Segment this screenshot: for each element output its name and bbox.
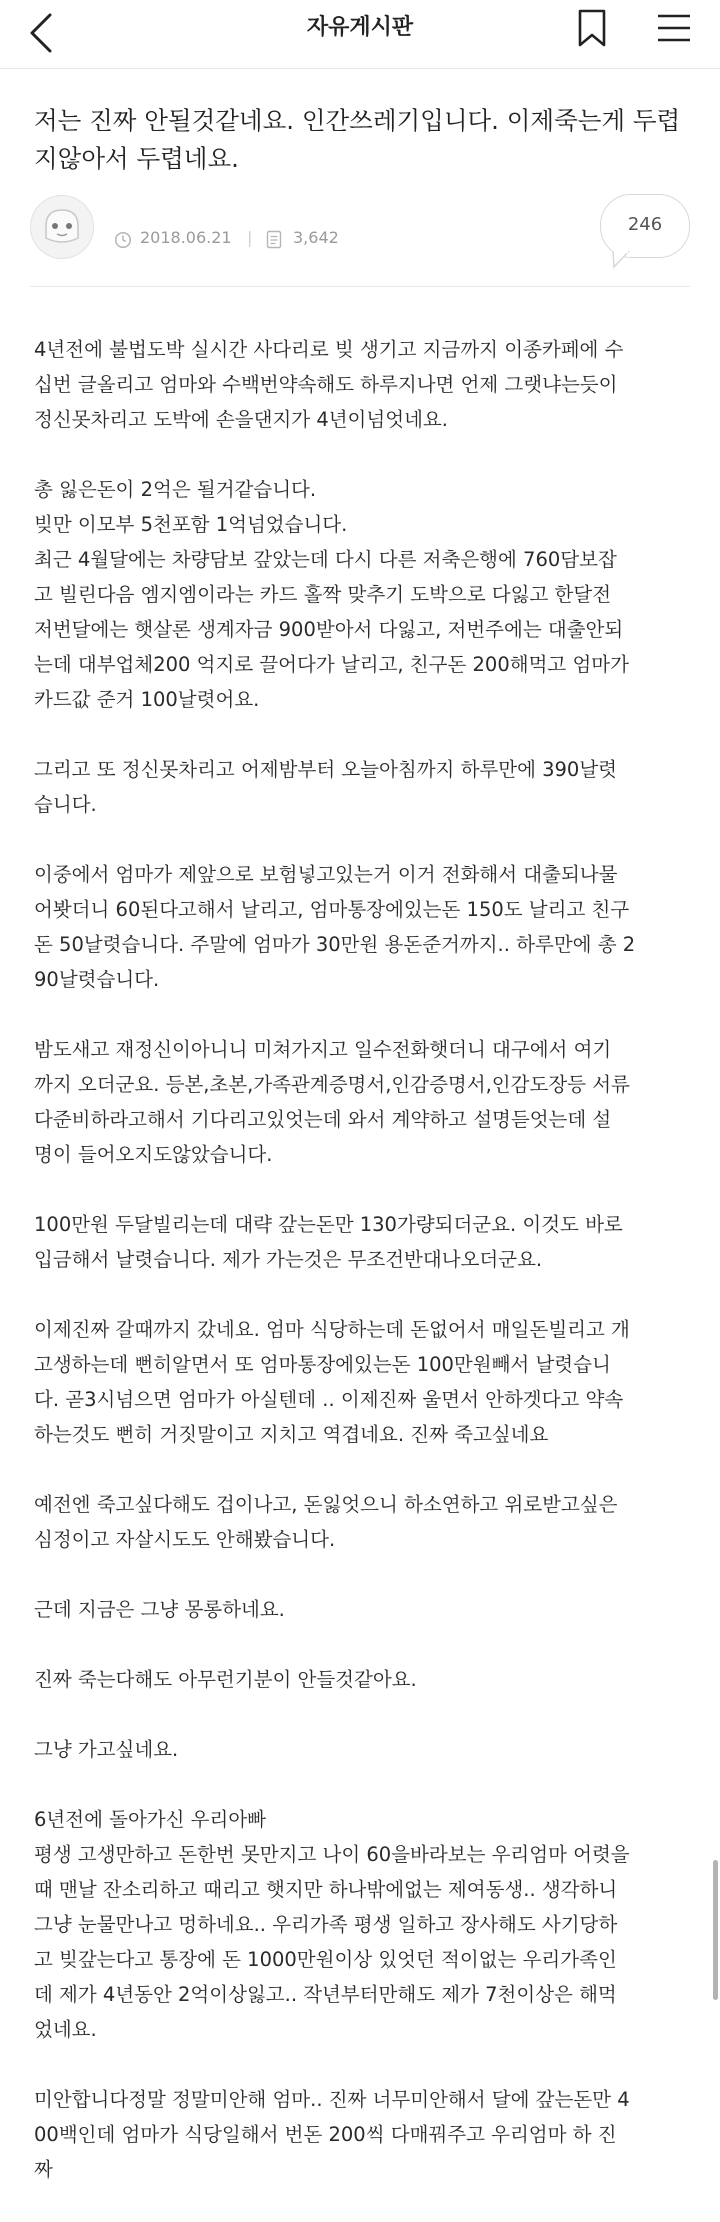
top-navigation-bar <box>0 0 720 69</box>
meta-separator: | <box>247 228 253 247</box>
comment-count: 246 <box>627 214 663 235</box>
view-count: 3,642 <box>293 228 339 247</box>
body-paragraph: 그리고 또 정신못차리고 어제밤부터 오늘아침까지 하루만에 390날렷 습니다. <box>34 758 618 816</box>
author-avatar[interactable] <box>30 195 94 259</box>
body-paragraph: 이제진짜 갈때까지 갔네요. 엄마 식당하는데 돈없어서 매일돈빌리고 개 고생하는데 뻔히알면서 또 엄마통장에있는돈 100만원빼서 날렷습니 다. 곧3시넘으면 엄마가 아실텐데 .. 이제진짜 울면서 안하겟다고 약속 하는것도 뻔히 거짓말이고 지치고 역겹네요. 진짜 죽고싶네요 <box>34 1318 630 1446</box>
body-paragraph: 그냥 가고싶네요. <box>34 1738 179 1761</box>
post-body <box>34 332 694 2222</box>
body-paragraph: 총 잃은돈이 2억은 될거같습니다. 빚만 이모부 5천포함 1억넘었습니다. 최근 4월달에는 차량담보 갚았는데 다시 다른 저축은행에 760담보잡 고 빌린다음 엠지엠이라는 카드 홀짝 맞추기 도박으로 다잃고 한달전 저번달에는 햇살론 생계자금 900받아서 다잃고, 저번주에는 대출안되 는데 대부업체200 억지로 끌어다가 날리고, 친구돈 200해먹고 엄마가 카드값 준거 100날렷어요. <box>34 478 629 711</box>
comment-count-button[interactable] <box>600 194 690 258</box>
body-paragraph: 예전엔 죽고싶다해도 겁이나고, 돈잃엇으니 하소연하고 위로받고싶은 심정이고 자살시도도 안해봤습니다. <box>34 1493 618 1551</box>
header-divider <box>30 286 690 287</box>
document-icon <box>266 230 282 249</box>
board-title: 자유게시판 <box>306 15 414 40</box>
body-paragraph: 4년전에 불법도박 실시간 사다리로 빚 생기고 지금까지 이종카페에 수 십번 글올리고 엄마와 수백번약속해도 하루지나면 언제 그랫냐는듯이 정신못차리고 도박에 손을댄지가 4년이넘엇네요. <box>34 338 624 431</box>
body-paragraph: 6년전에 돌아가신 우리아빠 평생 고생만하고 돈한번 못만지고 나이 60을바라보는 우리엄마 어렷을 때 맨날 잔소리하고 때리고 햇지만 하나밖에없는 제여동생.. 생각하니 그냥 눈물만나고 멍하네요.. 우리가족 평생 일하고 장사해도 사기당하 고 빚갚는다고 통장에 돈 1000만원이상 있엇던 적이없는 우리가족인 데 제가 4년동안 2억이상잃고.. 작년부터만해도 제가 7천이상은 해먹 었네요. <box>34 1808 630 2041</box>
body-paragraph: 근데 지금은 그냥 몽롱하네요. <box>34 1598 285 1621</box>
post-title: 저는 진짜 안될것같네요. 인간쓰레기입니다. 이제죽는게 두렵지않아서 두렵네요. <box>34 106 681 173</box>
body-paragraph: 이중에서 엄마가 제앞으로 보험넣고있는거 이거 전화해서 대출되나물 어봣더니 60된다고해서 날리고, 엄마통장에있는돈 150도 날리고 친구 돈 50날렷습니다. 주말에 엄마가 30만원 용돈준거까지.. 하루만에 총 2 90날렷습니다. <box>34 863 636 991</box>
clock-icon <box>114 231 132 249</box>
body-paragraph: 100만원 두달빌리는데 대략 갚는돈만 130가량되더군요. 이것도 바로 입금해서 날렷습니다. 제가 가는것은 무조건반대나오더군요. <box>34 1213 623 1271</box>
body-paragraph: 미안합니다정말 정말미안해 엄마.. 진짜 너무미안해서 달에 갚는돈만 4 00백인데 엄마가 식당일해서 번돈 200씩 다매꿔주고 우리엄마 하 진 짜 <box>34 2088 630 2181</box>
speech-bubble-tail-icon <box>611 251 631 269</box>
default-avatar-icon <box>31 196 93 258</box>
body-paragraph: 밤도새고 재정신이아니니 미쳐가지고 일수전화햇더니 대구에서 여기 까지 오더군요. 등본,초본,가족관계증명서,인감증명서,인감도장등 서류 다준비하라고해서 기다리고있엇는데 와서 계약하고 설명듣엇는데 설 명이 들어오지도않았습니다. <box>34 1038 630 1166</box>
bookmark-icon[interactable] <box>575 8 609 48</box>
post-date: 2018.06.21 <box>140 228 232 247</box>
hamburger-menu-icon[interactable] <box>654 12 694 44</box>
scrollbar-thumb[interactable] <box>713 1860 718 2000</box>
body-paragraph: 진짜 죽는다해도 아무런기분이 안들것같아요. <box>34 1668 417 1691</box>
